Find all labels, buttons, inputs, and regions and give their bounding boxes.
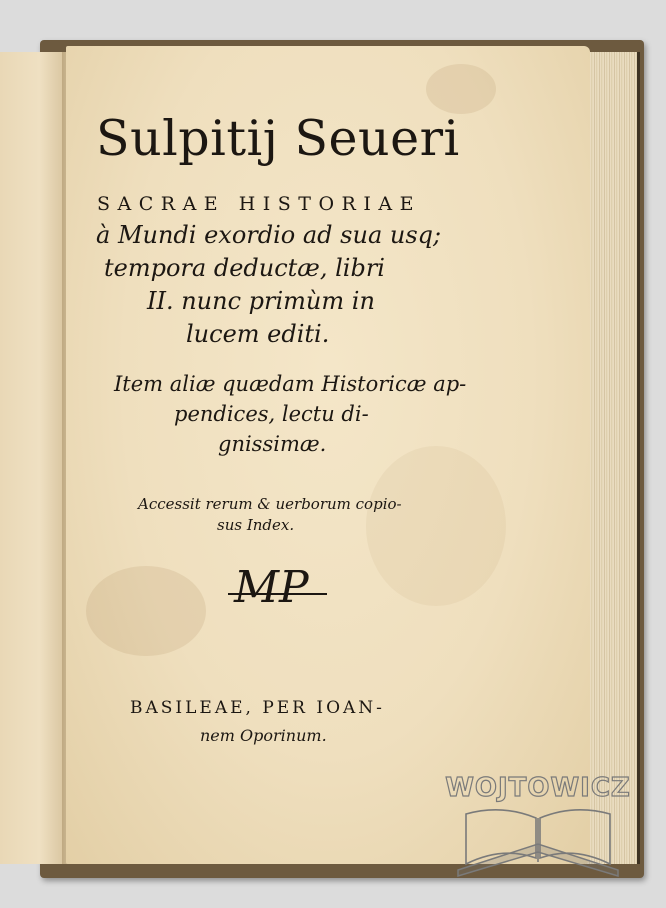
imprint-line: BASILEAE, PER IOAN- <box>130 698 385 718</box>
title-line: tempora deductæ, libri <box>104 254 385 282</box>
subtitle-line: Item aliæ quædam Historicæ ap- <box>114 372 467 396</box>
author-heading: Sulpitij Seueri <box>96 110 460 167</box>
open-book-icon <box>438 752 638 892</box>
printer-mark-monogram: MP <box>234 562 309 613</box>
watermark-text: WOJTOWICZ <box>445 773 631 803</box>
paper-stain <box>426 64 496 114</box>
title-line: lucem editi. <box>186 320 330 348</box>
title-line: à Mundi exordio ad sua usq; <box>96 221 442 249</box>
title-caps-line: SACRAE HISTORIAE <box>97 193 421 215</box>
paper-stain <box>86 566 206 656</box>
subtitle-line: pendices, lectu di- <box>174 402 369 426</box>
title-line: II. nunc primùm in <box>147 287 375 315</box>
title-page <box>66 46 631 864</box>
imprint-line: nem Oporinum. <box>200 726 327 745</box>
left-page-edge <box>0 52 67 864</box>
index-note-line: sus Index. <box>217 516 295 534</box>
page-block-edges <box>585 52 640 864</box>
subtitle-line: gnissimæ. <box>218 432 327 456</box>
paper-stain <box>366 446 506 606</box>
index-note-line: Accessit rerum & uerborum copio- <box>138 495 402 513</box>
